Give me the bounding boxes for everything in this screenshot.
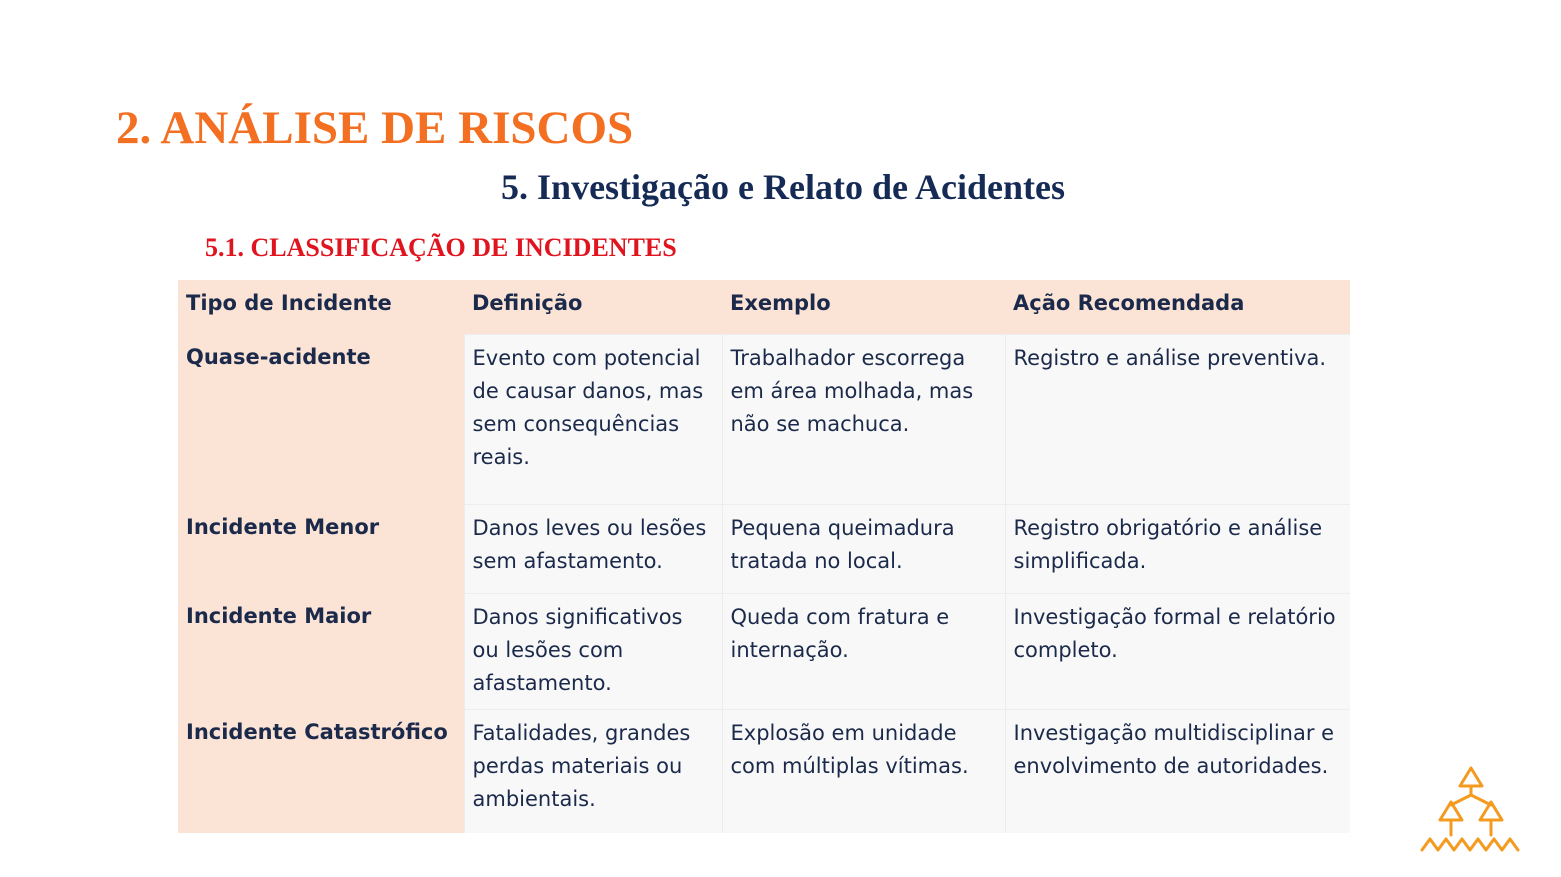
header-definicao: Definição [464,280,722,334]
header-acao: Ação Recomendada [1005,280,1350,334]
cell-exemplo: Queda com fratura e internação. [722,593,1005,709]
cell-acao: Registro obrigatório e análise simplificada. [1005,504,1350,593]
cell-definicao: Danos significativos ou lesões com afastamento. [464,593,722,709]
section-subtitle: 5. Investigação e Relato de Acidentes [501,167,1065,207]
table-row [178,593,1350,709]
cell-exemplo: Explosão em unidade com múltiplas vítimas. [722,709,1005,833]
table-row [178,709,1350,833]
cell-exemplo: Pequena queimadura tratada no local. [722,504,1005,593]
cell-tipo: Quase-acidente [178,334,464,504]
cell-exemplo: Trabalhador escorrega em área molhada, mas não se machuca. [722,334,1005,504]
cell-tipo: Incidente Maior [178,593,464,709]
cell-definicao: Danos leves ou lesões sem afastamento. [464,504,722,593]
cell-definicao: Fatalidades, grandes perdas materiais ou ambientais. [464,709,722,833]
table-header-row [178,280,1350,334]
page-title: 2. ANÁLISE DE RISCOS [116,102,634,154]
header-exemplo: Exemplo [722,280,1005,334]
cell-acao: Registro e análise preventiva. [1005,334,1350,504]
subsection-title: 5.1. CLASSIFICAÇÃO DE INCIDENTES [205,233,677,262]
table-row [178,334,1350,504]
cell-definicao: Evento com potencial de causar danos, mas sem consequências reais. [464,334,722,504]
header-tipo: Tipo de Incidente [178,280,464,334]
cell-tipo: Incidente Menor [178,504,464,593]
cell-acao: Investigação multidisciplinar e envolvimento de autoridades. [1005,709,1350,833]
cell-acao: Investigação formal e relatório completo. [1005,593,1350,709]
incident-classification-table [178,280,1350,833]
table-row [178,504,1350,593]
triangle-network-logo-icon [1418,765,1524,855]
cell-tipo: Incidente Catastrófico [178,709,464,833]
